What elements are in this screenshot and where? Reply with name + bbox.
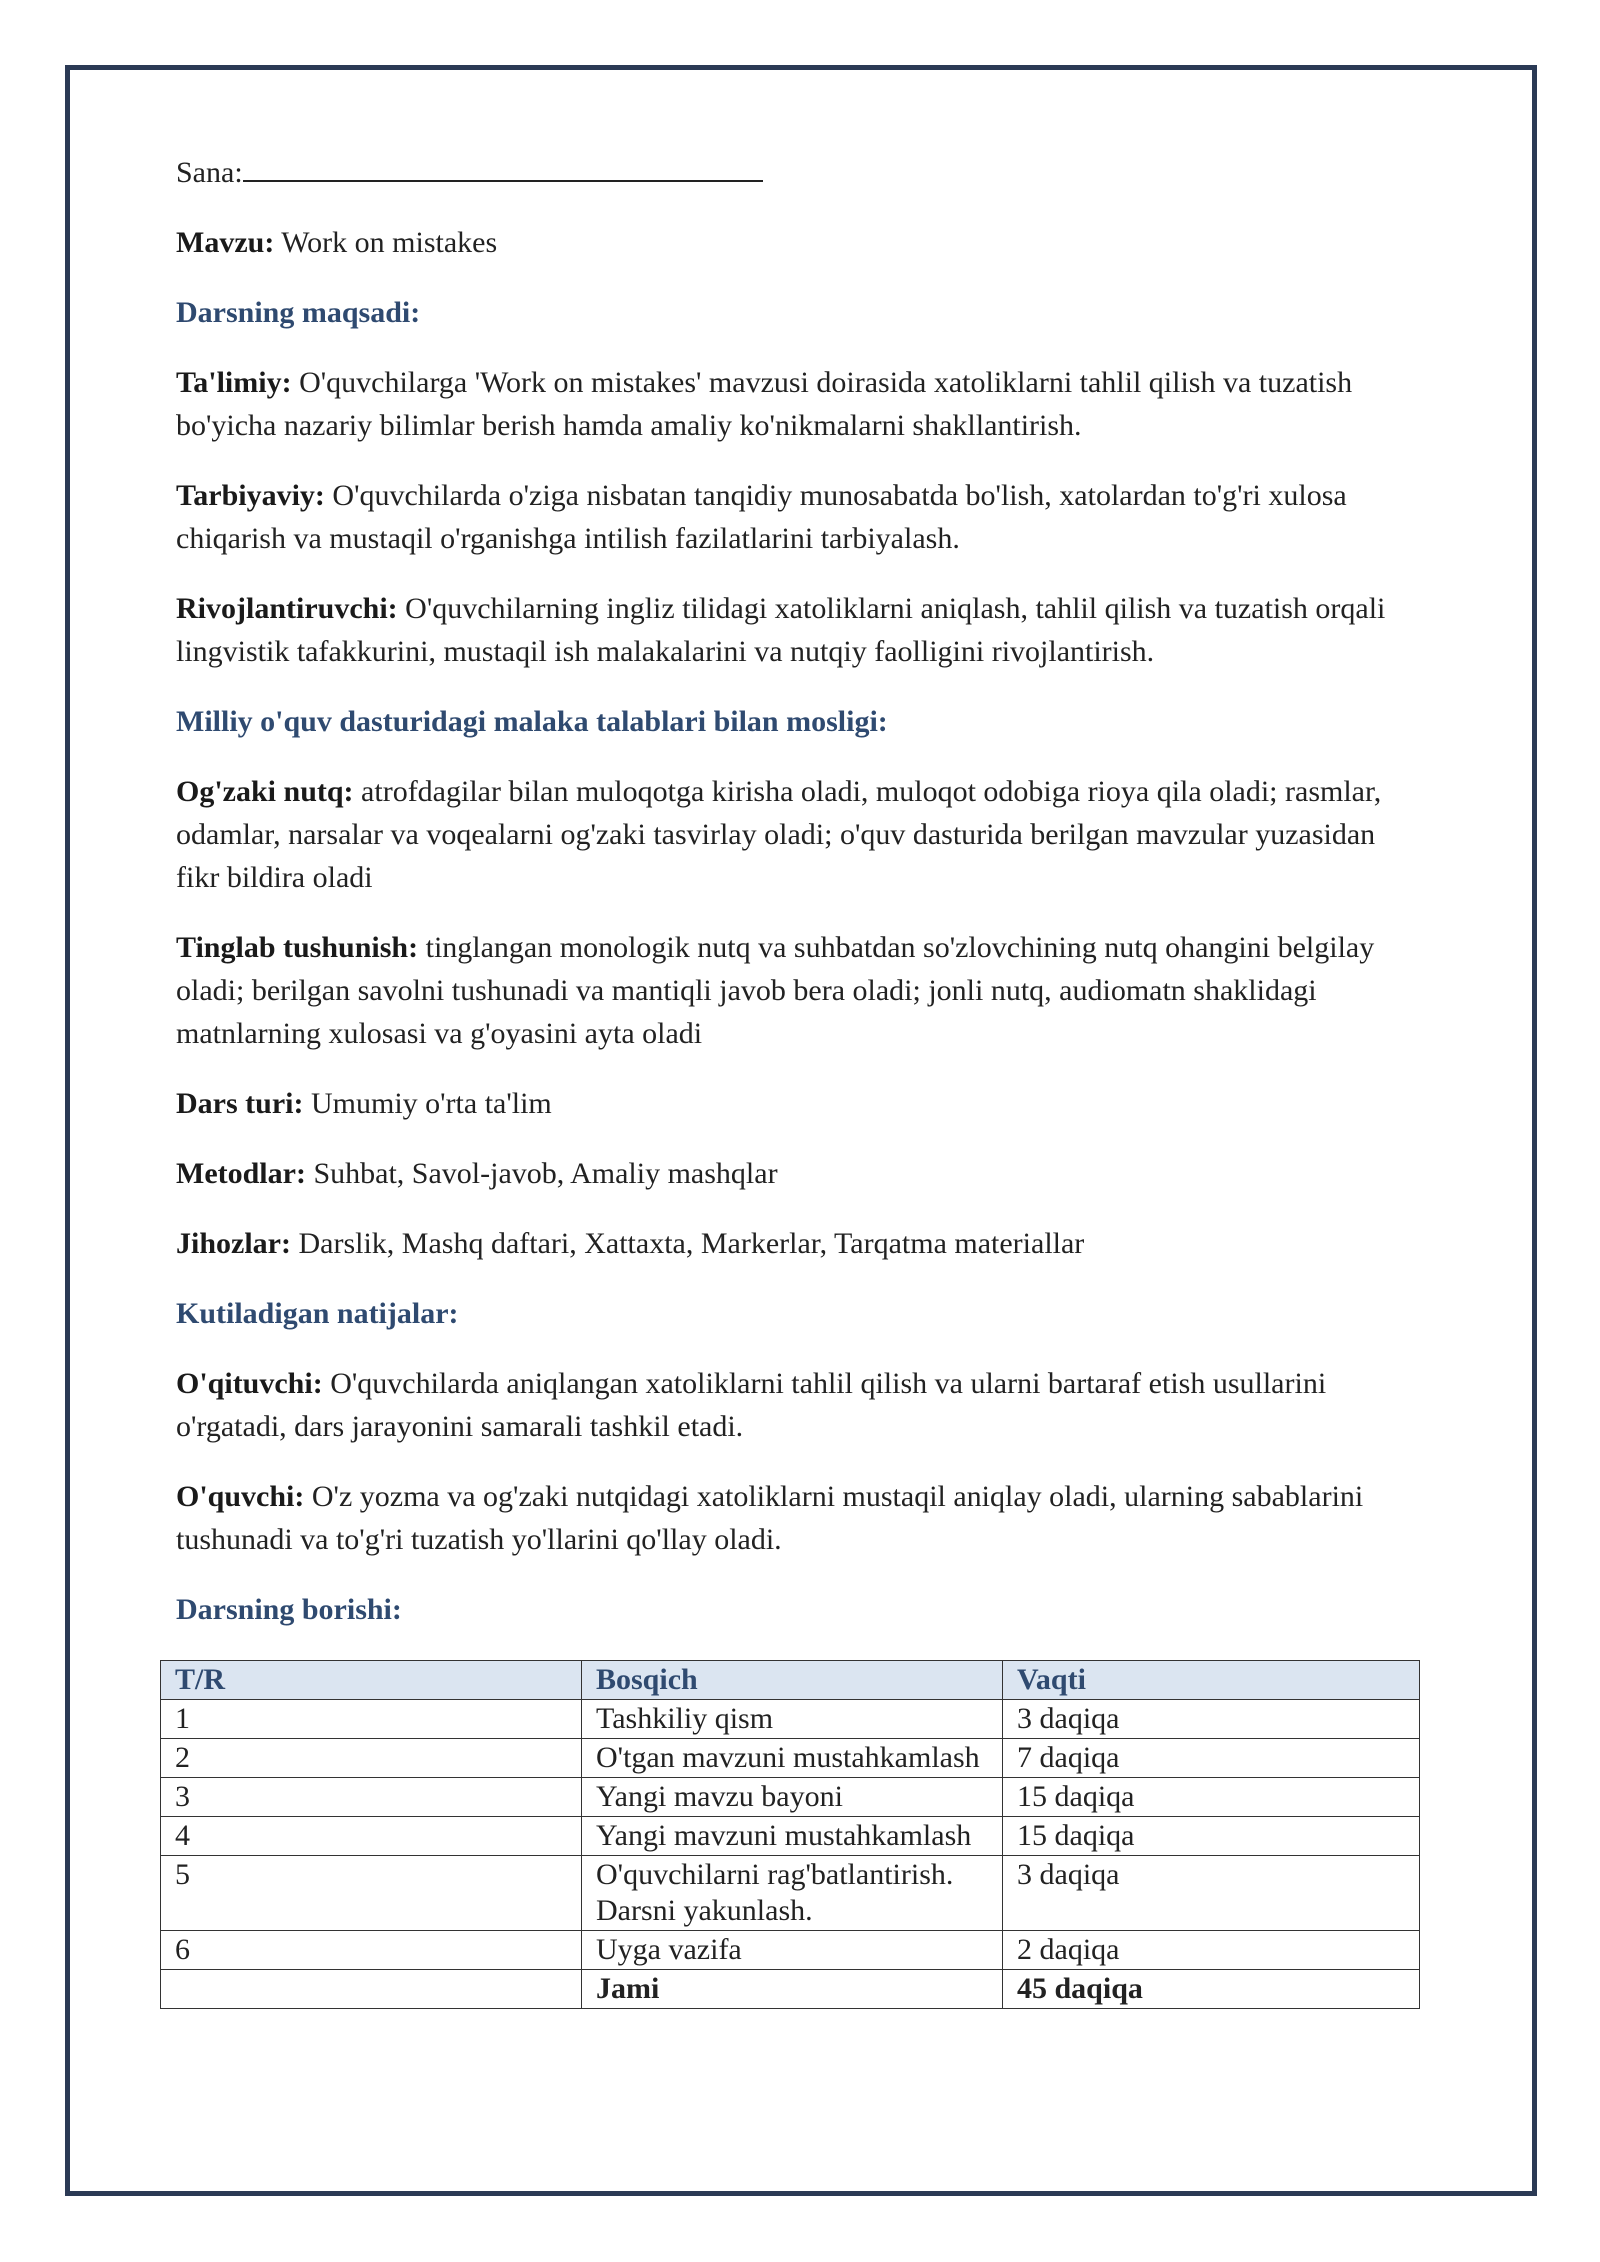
jihozlar-text: Darslik, Mashq daftari, Xattaxta, Markerlar, Tarqatma materiallar — [290, 1227, 1085, 1260]
tarbiyaviy — [176, 474, 1421, 560]
milliy-heading: Milliy o'quv dasturidagi malaka talablari bilan mosligi: — [176, 705, 888, 738]
oquvchi-label: O'quvchi: — [176, 1480, 305, 1513]
cell-time: 15 daqiqa — [1003, 1817, 1420, 1856]
table-row — [161, 1739, 1420, 1778]
tinglab-label: Tinglab tushunish: — [176, 931, 419, 964]
tarbiyaviy-text: O'quvchilarda o'ziga nisbatan tanqidiy munosabatda bo'lish, xatolardan to'g'ri xulosa chiqarish va mustaqil o'rganishga intilish fazilatlarini tarbiyalash. — [176, 479, 1347, 555]
cell-number: 1 — [161, 1700, 582, 1739]
oqituvchi-text: O'quvchilarda aniqlangan xatoliklarni tahlil qilish va ularni bartaraf etish usullarini o'rgatadi, dars jarayonini samarali tashkil etadi. — [176, 1367, 1327, 1443]
metodlar-text: Suhbat, Savol-javob, Amaliy mashqlar — [305, 1157, 778, 1190]
table-row — [161, 1700, 1420, 1739]
cell-total-label: Jami — [582, 1970, 1003, 2009]
header-tr: T/R — [161, 1661, 582, 1700]
cell-number: 5 — [161, 1856, 582, 1931]
tarbiyaviy-label: Tarbiyaviy: — [176, 479, 325, 512]
ogzaki-label: Og'zaki nutq: — [176, 775, 354, 808]
metodlar-label: Metodlar: — [176, 1157, 306, 1190]
cell-time: 15 daqiqa — [1003, 1778, 1420, 1817]
cell-time: 3 daqiqa — [1003, 1856, 1420, 1931]
rivojlantiruvchi — [176, 587, 1421, 673]
natijalar-heading: Kutiladigan natijalar: — [176, 1297, 459, 1330]
talimiy-label: Ta'limiy: — [176, 366, 292, 399]
table-row — [161, 1931, 1420, 1970]
cell-total-time: 45 daqiqa — [1003, 1970, 1420, 2009]
jihozlar-label: Jihozlar: — [176, 1227, 291, 1260]
cell-stage: Uyga vazifa — [582, 1931, 1003, 1970]
header-vaqti: Vaqti — [1003, 1661, 1420, 1700]
tinglab-text: tinglangan monologik nutq va suhbatdan so'zlovchining nutq ohangini belgilay oladi; berilgan savolni tushunadi va mantiqli javob bera oladi; jonli nutq, audiomatn shaklidagi matnlarning xulosasi va g'oyasini ayta oladi — [176, 931, 1375, 1050]
metodlar — [176, 1152, 1421, 1195]
sana-blank — [243, 150, 763, 182]
talimiy — [176, 361, 1421, 447]
cell-stage: Yangi mavzuni mustahkamlash — [582, 1817, 1003, 1856]
cell-time: 7 daqiqa — [1003, 1739, 1420, 1778]
sana-line — [176, 150, 1421, 194]
mavzu-value: Work on mistakes — [274, 226, 498, 259]
cell-number: 2 — [161, 1739, 582, 1778]
tinglab-tushunish — [176, 926, 1421, 1055]
cell-time: 3 daqiqa — [1003, 1700, 1420, 1739]
maqsad-heading: Darsning maqsadi: — [176, 296, 421, 329]
mavzu — [176, 221, 1421, 264]
mavzu-label: Mavzu: — [176, 226, 275, 259]
cell-number: 6 — [161, 1931, 582, 1970]
dars-turi-text: Umumiy o'rta ta'lim — [303, 1087, 552, 1120]
oqituvchi-label: O'qituvchi: — [176, 1367, 323, 1400]
table-total-row — [161, 1970, 1420, 2009]
rivojlantiruvchi-text: O'quvchilarning ingliz tilidagi xatoliklarni aniqlash, tahlil qilish va tuzatish orqali lingvistik tafakkurini, mustaqil ish malakalarini va nutqiy faolligini rivojlantirish. — [176, 592, 1386, 668]
ogzaki-text: atrofdagilar bilan muloqotga kirisha oladi, muloqot odobiga rioya qila oladi; rasmlar, odamlar, narsalar va voqealarni og'zaki tasvirlay oladi; o'quv dasturida berilgan mavzular yuzasidan fikr bildira oladi — [176, 775, 1382, 894]
talimiy-text: O'quvchilarga 'Work on mistakes' mavzusi doirasida xatoliklarni tahlil qilish va tuzatish bo'yicha nazariy bilimlar berish hamda amaliy ko'nikmalarni shakllantirish. — [176, 366, 1353, 442]
cell-number: 3 — [161, 1778, 582, 1817]
sana-label: Sana: — [176, 156, 243, 189]
cell-stage: O'tgan mavzuni mustahkamlash — [582, 1739, 1003, 1778]
ogzaki-nutq — [176, 770, 1421, 899]
rivojlantiruvchi-label: Rivojlantiruvchi: — [176, 592, 398, 625]
dars-turi-label: Dars turi: — [176, 1087, 304, 1120]
table-row — [161, 1817, 1420, 1856]
oquvchi-text: O'z yozma va og'zaki nutqidagi xatoliklarni mustaqil aniqlay oladi, ularning sabablarini tushunadi va to'g'ri tuzatish yo'llarini qo'llay oladi. — [176, 1480, 1364, 1556]
table-header-row — [161, 1661, 1420, 1700]
cell-time: 2 daqiqa — [1003, 1931, 1420, 1970]
borishi-heading: Darsning borishi: — [176, 1593, 402, 1626]
jihozlar — [176, 1222, 1421, 1265]
header-bosqich: Bosqich — [582, 1661, 1003, 1700]
lesson-plan-content — [176, 150, 1421, 1658]
dars-turi — [176, 1082, 1421, 1125]
cell-stage: Tashkiliy qism — [582, 1700, 1003, 1739]
cell-stage: Yangi mavzu bayoni — [582, 1778, 1003, 1817]
oquvchi — [176, 1475, 1421, 1561]
cell-total-empty — [161, 1970, 582, 2009]
lesson-flow-table — [160, 1660, 1420, 2009]
cell-number: 4 — [161, 1817, 582, 1856]
cell-stage: O'quvchilarni rag'batlantirish. Darsni yakunlash. — [582, 1856, 1003, 1931]
table-row — [161, 1856, 1420, 1931]
oqituvchi — [176, 1362, 1421, 1448]
table-row — [161, 1778, 1420, 1817]
